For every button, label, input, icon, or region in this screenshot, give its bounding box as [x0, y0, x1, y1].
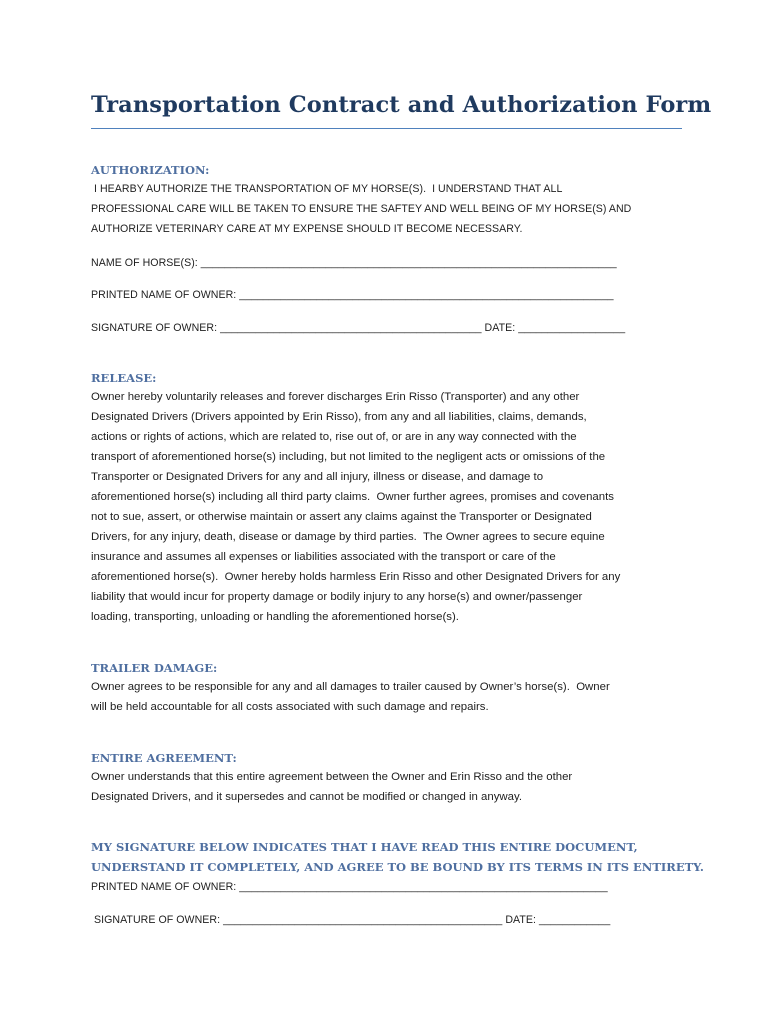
- printed-name-field[interactable]: PRINTED NAME OF OWNER: _______________________________________________________________: [91, 289, 614, 301]
- entire-agreement-text-line: Designated Drivers, and it supersedes and cannot be modified or changed in anyway.: [91, 791, 522, 803]
- acknowledgement-heading: MY SIGNATURE BELOW INDICATES THAT I HAVE READ THIS ENTIRE DOCUMENT,: [91, 840, 638, 854]
- acknowledgement-heading: UNDERSTAND IT COMPLETELY, AND AGREE TO BE BOUND BY ITS TERMS IN ITS ENTIRETY.: [91, 860, 704, 874]
- release-text-line: not to sue, assert, or otherwise maintain or assert any claims against the Transporter or Designated: [91, 511, 592, 523]
- trailer-damage-text-line: will be held accountable for all costs associated with such damage and repairs.: [91, 701, 489, 713]
- release-text-line: aforementioned horse(s) including all third party claims. Owner further agrees, promises and covenants: [91, 491, 614, 503]
- final-printed-name-field[interactable]: PRINTED NAME OF OWNER: ______________________________________________________________: [91, 881, 608, 893]
- title-underline: [91, 128, 682, 129]
- release-text-line: Owner hereby voluntarily releases and forever discharges Erin Risso (Transporter) and any other: [91, 391, 580, 403]
- entire-agreement-heading: ENTIRE AGREEMENT:: [91, 751, 237, 765]
- signature-date-field[interactable]: SIGNATURE OF OWNER: ____________________________________________ DATE: __________________: [91, 322, 626, 334]
- release-text-line: loading, transporting, unloading or handling the aforementioned horse(s).: [91, 611, 459, 623]
- authorization-text-line: AUTHORIZE VETERINARY CARE AT MY EXPENSE SHOULD IT BECOME NECESSARY.: [91, 223, 523, 235]
- authorization-text-line: PROFESSIONAL CARE WILL BE TAKEN TO ENSURE THE SAFTEY AND WELL BEING OF MY HORSE(S) AND: [91, 203, 632, 215]
- horse-name-field[interactable]: NAME OF HORSE(S): ______________________________________________________________________: [91, 257, 617, 269]
- authorization-text-line: I HEARBY AUTHORIZE THE TRANSPORTATION OF MY HORSE(S). I UNDERSTAND THAT ALL: [91, 183, 563, 195]
- release-text-line: actions or rights of actions, which are related to, rise out of, or are in any way connected with the: [91, 431, 577, 443]
- release-text-line: aforementioned horse(s). Owner hereby holds harmless Erin Risso and other Designated Drivers for any: [91, 571, 621, 583]
- form-title: Transportation Contract and Authorization Form: [91, 92, 712, 118]
- release-text-line: Designated Drivers (Drivers appointed by Erin Risso), from any and all liabilities, claims, demands,: [91, 411, 587, 423]
- trailer-damage-heading: TRAILER DAMAGE:: [91, 661, 218, 675]
- release-text-line: insurance and assumes all expenses or liabilities associated with the transport or care of the: [91, 551, 556, 563]
- authorization-heading: AUTHORIZATION:: [91, 163, 210, 177]
- release-heading: RELEASE:: [91, 371, 157, 385]
- entire-agreement-text-line: Owner understands that this entire agreement between the Owner and Erin Risso and the other: [91, 771, 573, 783]
- trailer-damage-text-line: Owner agrees to be responsible for any and all damages to trailer caused by Owner’s horse(s). Owner: [91, 681, 610, 693]
- release-text-line: Drivers, for any injury, death, disease or damage by third parties. The Owner agrees to secure equine: [91, 531, 605, 543]
- release-text-line: liability that would incur for property damage or bodily injury to any horse(s) and owner/passenger: [91, 591, 583, 603]
- release-text-line: transport of aforementioned horse(s) including, but not limited to the negligent acts or omissions of the: [91, 451, 606, 463]
- final-signature-date-field[interactable]: SIGNATURE OF OWNER: _______________________________________________ DATE: ____________: [91, 914, 611, 926]
- release-text-line: Transporter or Designated Drivers for any and all injury, illness or disease, and damage to: [91, 471, 544, 483]
